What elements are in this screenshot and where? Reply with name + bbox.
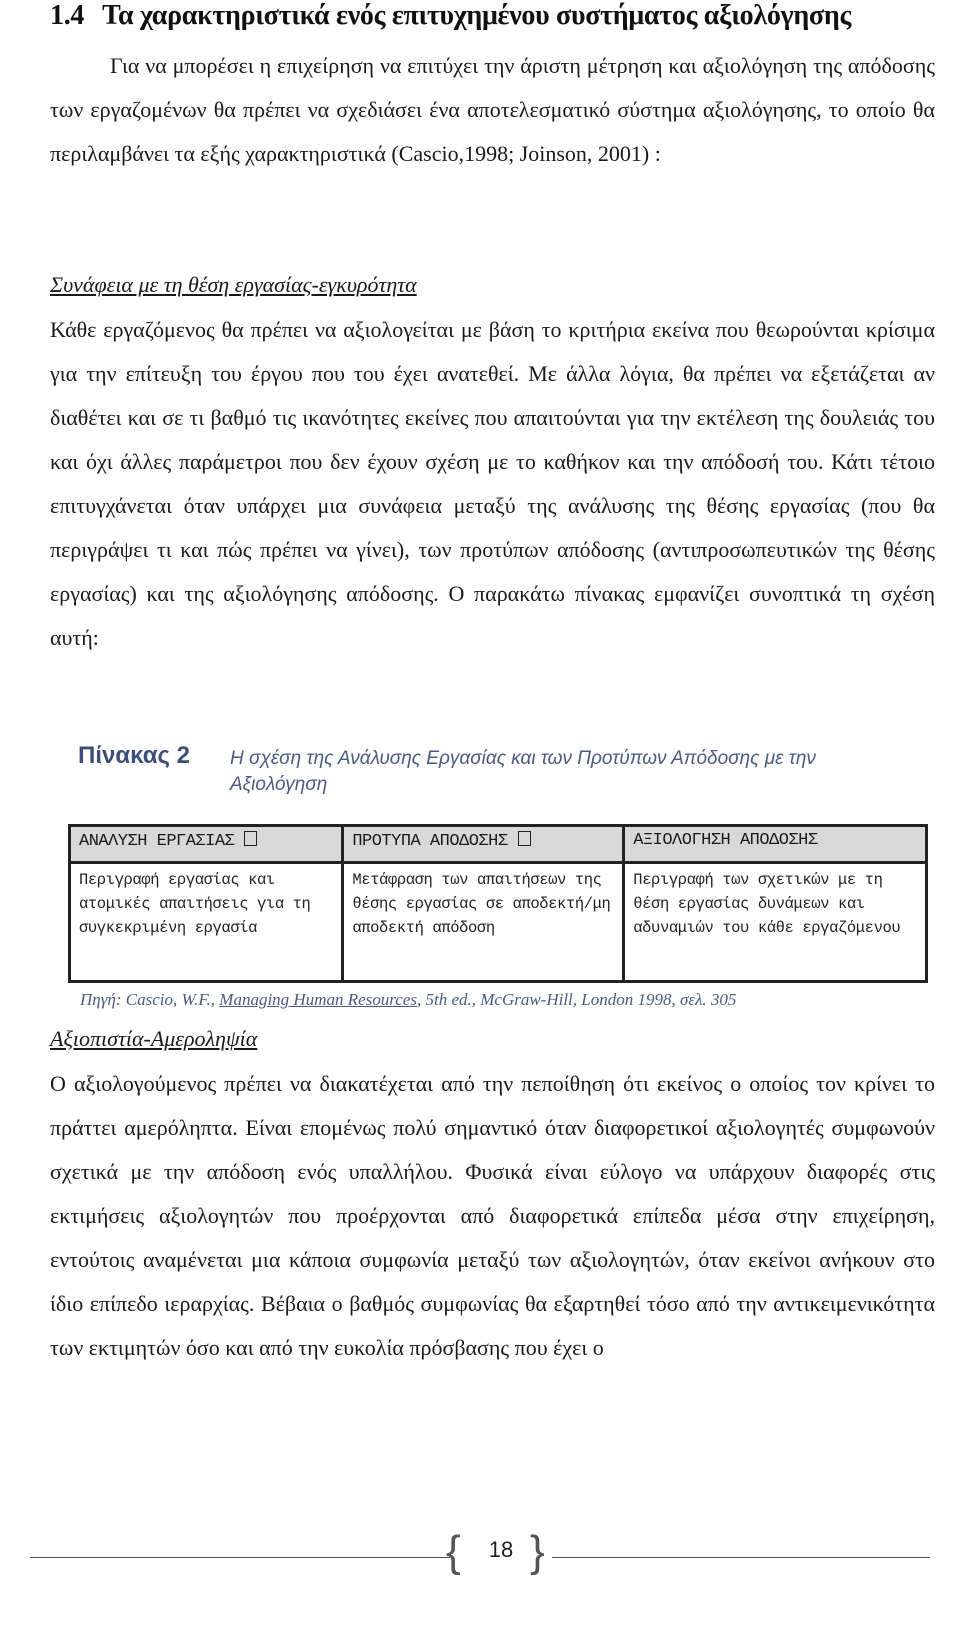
table-cell-performance-standards: Μετάφραση των απαιτήσεων της θέσης εργασίας σε αποδεκτή/μη αποδεκτή απόδοση — [343, 863, 624, 982]
table-source — [80, 990, 736, 1010]
table-cell-job-analysis: Περιγραφή εργασίας και ατομικές απαιτήσεις για τη συγκεκριμένη εργασία — [70, 863, 343, 982]
section-number: 1.4 — [50, 0, 85, 31]
header-performance-appraisal: ΑΞΙΟΛΟΓΗΣΗ ΑΠΟΔΟΣΗΣ — [633, 831, 818, 850]
left-brace-icon: { — [446, 1527, 461, 1576]
table-header-cell — [624, 826, 927, 863]
table-header-cell — [70, 826, 343, 863]
right-brace-icon: } — [530, 1527, 545, 1576]
header-job-analysis: ΑΝΑΛΥΣΗ ΕΡΓΑΣΙΑΣ — [79, 832, 235, 851]
source-prefix: Πηγή: Cascio, W.F., — [80, 990, 220, 1009]
header-performance-standards: ΠΡΟΤΥΠΑ ΑΠΟΔΟΣΗΣ — [352, 832, 508, 851]
subsection-title-relevance: Συνάφεια με τη θέση εργασίας-εγκυρότητα — [50, 272, 417, 297]
footer-divider-left — [30, 1557, 450, 1558]
source-title: Managing Human Resources — [219, 990, 417, 1009]
table-cell-performance-appraisal: Περιγραφή των σχετικών με τη θέση εργασίας δυνάμεων και αδυναμιών του κάθε εργαζόμενου — [624, 863, 927, 982]
section-title: Τα χαρακτηριστικά ενός επιτυχημένου συστήματος αξιολόγησης — [102, 0, 851, 31]
intro-paragraph: Για να μπορέσει η επιχείρηση να επιτύχει την άριστη μέτρηση και αξιολόγηση της απόδοσης των εργαζομένων θα πρέπει να σχεδιάσει ένα αποτελεσματικό σύστημα αξιολόγησης, το οποίο θα περιλαμβάνει τα εξής χαρακτηριστικά (Cascio,1998; Joinson, 2001) : — [50, 53, 935, 166]
subsection-title-reliability: Αξιοπιστία-Αμεροληψία — [50, 1026, 258, 1051]
source-suffix: , 5th ed., McGraw-Hill, London 1998, σελ. 305 — [416, 990, 737, 1009]
checkbox-icon — [518, 831, 531, 846]
subsection-body-reliability: Ο αξιολογούμενος πρέπει να διακατέχεται από την πεποίθηση ότι εκείνος ο οποίος τον κρίνει το πράττει αμερόληπτα. Είναι επομένως πολύ σημαντικό όταν διαφορετικοί αξιολογητές συμφωνούν σχετικά με την απόδοση ενός υπαλλήλου. Φυσικά είναι εύλογο να υπάρχουν διαφορές στις εκτιμήσεις αξιολογητών που προέρχονται από διαφορετικά επίπεδα μέσα στην επιχείρηση, εντούτοις αναμένεται μια κάποια συμφωνία μεταξύ των αξιολογητών, όταν εκείνοι ανήκουν στο ίδιο επίπεδο ιεραρχίας. Βέβαια ο βαθμός συμφωνίας θα εξαρτηθεί τόσο από την αντικειμενικότητα των εκτιμητών όσο και από την ευκολία πρόσβασης που έχει ο — [50, 1071, 935, 1360]
table-label: Πίνακας 2 — [78, 742, 190, 769]
footer-divider-right — [552, 1557, 930, 1558]
page-number: 18 — [488, 1537, 514, 1562]
section-heading — [50, 0, 851, 32]
checkbox-icon — [244, 831, 257, 846]
table-row — [70, 863, 927, 982]
table-header-cell — [343, 826, 624, 863]
table-caption: Η σχέση της Ανάλυσης Εργασίας και των Προτύπων Απόδοσης με την Αξιολόγηση — [230, 748, 816, 795]
subsection-body-relevance: Κάθε εργαζόμενος θα πρέπει να αξιολογείται με βάση το κριτήρια εκείνα που θεωρούνται κρίσιμα για την επίτευξη του έργου που του έχει ανατεθεί. Με άλλα λόγια, θα πρέπει να εξετάζεται αν διαθέτει και σε τι βαθμό τις ικανότητες εκείνες που απαιτούνται για την εκτέλεση της δουλειάς του και όχι άλλες παράμετροι που δεν έχουν σχέση με το καθήκον και την απόδοσή του. Κάτι τέτοιο επιτυγχάνεται όταν υπάρχει μια συνάφεια μεταξύ της ανάλυσης της θέσης εργασίας (που θα περιγράψει τι και πώς πρέπει να γίνει), των προτύπων απόδοσης (αντιπροσωπευτικών της θέσης εργασίας) και της αξιολόγησης απόδοσης. Ο παρακάτω πίνακας εμφανίζει συνοπτικά τη σχέση αυτή: — [50, 317, 935, 650]
relationship-table — [68, 824, 928, 983]
table-header-row — [70, 826, 927, 863]
